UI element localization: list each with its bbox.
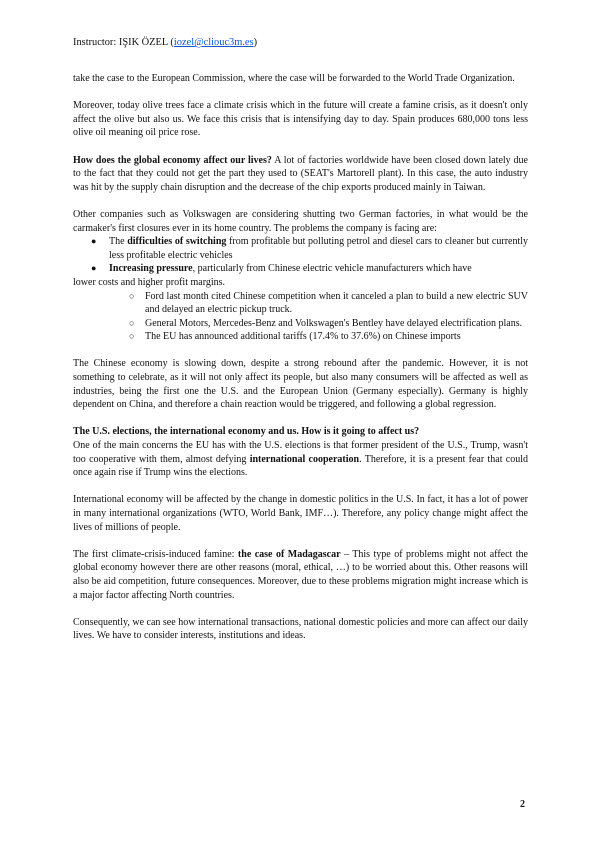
list-item (73, 235, 528, 262)
international-cooperation-bold: international cooperation (249, 453, 360, 465)
section-heading-global-economy: How does the global economy affect our lives? (73, 154, 272, 166)
document-body (73, 72, 528, 657)
circle-bullet-icon: ○ (129, 331, 135, 342)
list-item (73, 262, 528, 344)
sublist-item (73, 290, 528, 317)
global-economy-text: A lot of factories worldwide have been closed down lately due to the fact that they could not get the part they used to (SEAT's Martorell plant). In this case, the auto industry was hit by the supply chain disruption and the decrease of the chip exports produced mainly in Taiwan. (73, 154, 529, 193)
page-header (73, 36, 533, 50)
madagascar-intro: The first climate-crisis-induced famine: (73, 548, 238, 560)
us-elections-text: One of the main concerns the EU has with the U.S. elections is that former president of the U.S., Trump, wasn't too cooperative with them, almost defying (73, 440, 528, 465)
competition-sublist (109, 290, 528, 344)
paragraph-china: The Chinese economy is slowing down, despite a strong rebound after the pandemic. However, it is not something to celebrate, as it will not only affect its people, but also many consumers will be affected as well as industries, being the first one the U.S. and the European Union (Germany especially). Germany is highly dependent on China, and therefore a chain reaction would be triggered, and following a global regression. (73, 358, 528, 411)
paragraph-volkswagen: Other companies such as Volkswagen are considering shutting two German factories, in what would be the carmaker's first closures ever in its home country. The problems the company is facing are: (73, 208, 528, 234)
section-heading-us-elections: The U.S. elections, the international economy and us. How is it going to affect us? (73, 426, 420, 438)
paragraph-conclusion: Consequently, we can see how international transactions, national domestic policies and more can affect our daily lives. We have to consider interests, institutions and ideas. (73, 616, 528, 642)
instructor-email-link[interactable]: iozel@cliouc3m.es (173, 37, 254, 48)
circle-bullet-icon: ○ (129, 317, 135, 328)
sublist-item (73, 317, 528, 331)
sublist-item (73, 330, 528, 344)
madagascar-text: – This type of problems might not affect the global economy however there are other reasons (moral, ethical, …) to be worried about this. Other reasons will also be aid competition, future consequences. Moreover, due to these problems migration might increase which is a major factor affecting North countries. (73, 548, 528, 601)
paragraph-us-elections (73, 425, 528, 479)
paragraph-global-economy (73, 154, 528, 195)
item-bold: difficulties of switching (127, 236, 227, 248)
sub-text: General Motors, Mercedes-Benz and Volkswagen's Bentley have delayed electrification plans. (145, 317, 523, 329)
item-bold: Increasing pressure (109, 263, 193, 275)
instructor-label: Instructor: IŞIK ÖZEL ( (73, 37, 174, 48)
sub-text: The EU has announced additional tariffs (17.4% to 37.6%) on Chinese imports (145, 331, 461, 343)
paragraph-wto: take the case to the European Commission, where the case will be forwarded to the World Trade Organization. (73, 73, 515, 84)
item-text: , particularly from Chinese electric vehicle manufacturers which have (192, 263, 472, 275)
circle-bullet-icon: ○ (129, 290, 135, 301)
bullet-icon: ● (91, 263, 97, 274)
problems-list (73, 235, 528, 344)
paragraph-madagascar (73, 548, 528, 602)
item-text: The (109, 236, 128, 248)
paragraph-international-economy: International economy will be affected by the change in domestic politics in the U.S. In fact, it has a lot of power in many international organizations (WTO, World Bank, IMF…). Therefore, any policy change might affect the lives of millions of people. (73, 494, 528, 533)
paragraph-olive-crisis: Moreover, today olive trees face a climate crisis which in the future will create a famine crisis, as it doesn't only affect the olive but also us. We face this crisis that is intensifying day to day. Spain produces 680,000 tons less olive oil meaning oil price rose. (73, 100, 528, 139)
page-number: 2 (520, 799, 525, 810)
madagascar-bold: the case of Madagascar (237, 548, 341, 560)
us-elections-text-end: . Therefore, it is a present fear that could once again rise if Trump wins the elections. (73, 453, 528, 479)
item-continuation: lower costs and higher profit margins. (73, 276, 226, 288)
sub-text: Ford last month cited Chinese competition when it canceled a plan to build a new electric SUV and delayed an electric pickup truck. (145, 290, 528, 316)
bullet-icon: ● (91, 236, 97, 247)
header-suffix: ) (253, 37, 258, 48)
item-text: from profitable but polluting petrol and diesel cars to cleaner but currently less profitable electric vehicles (109, 236, 529, 261)
